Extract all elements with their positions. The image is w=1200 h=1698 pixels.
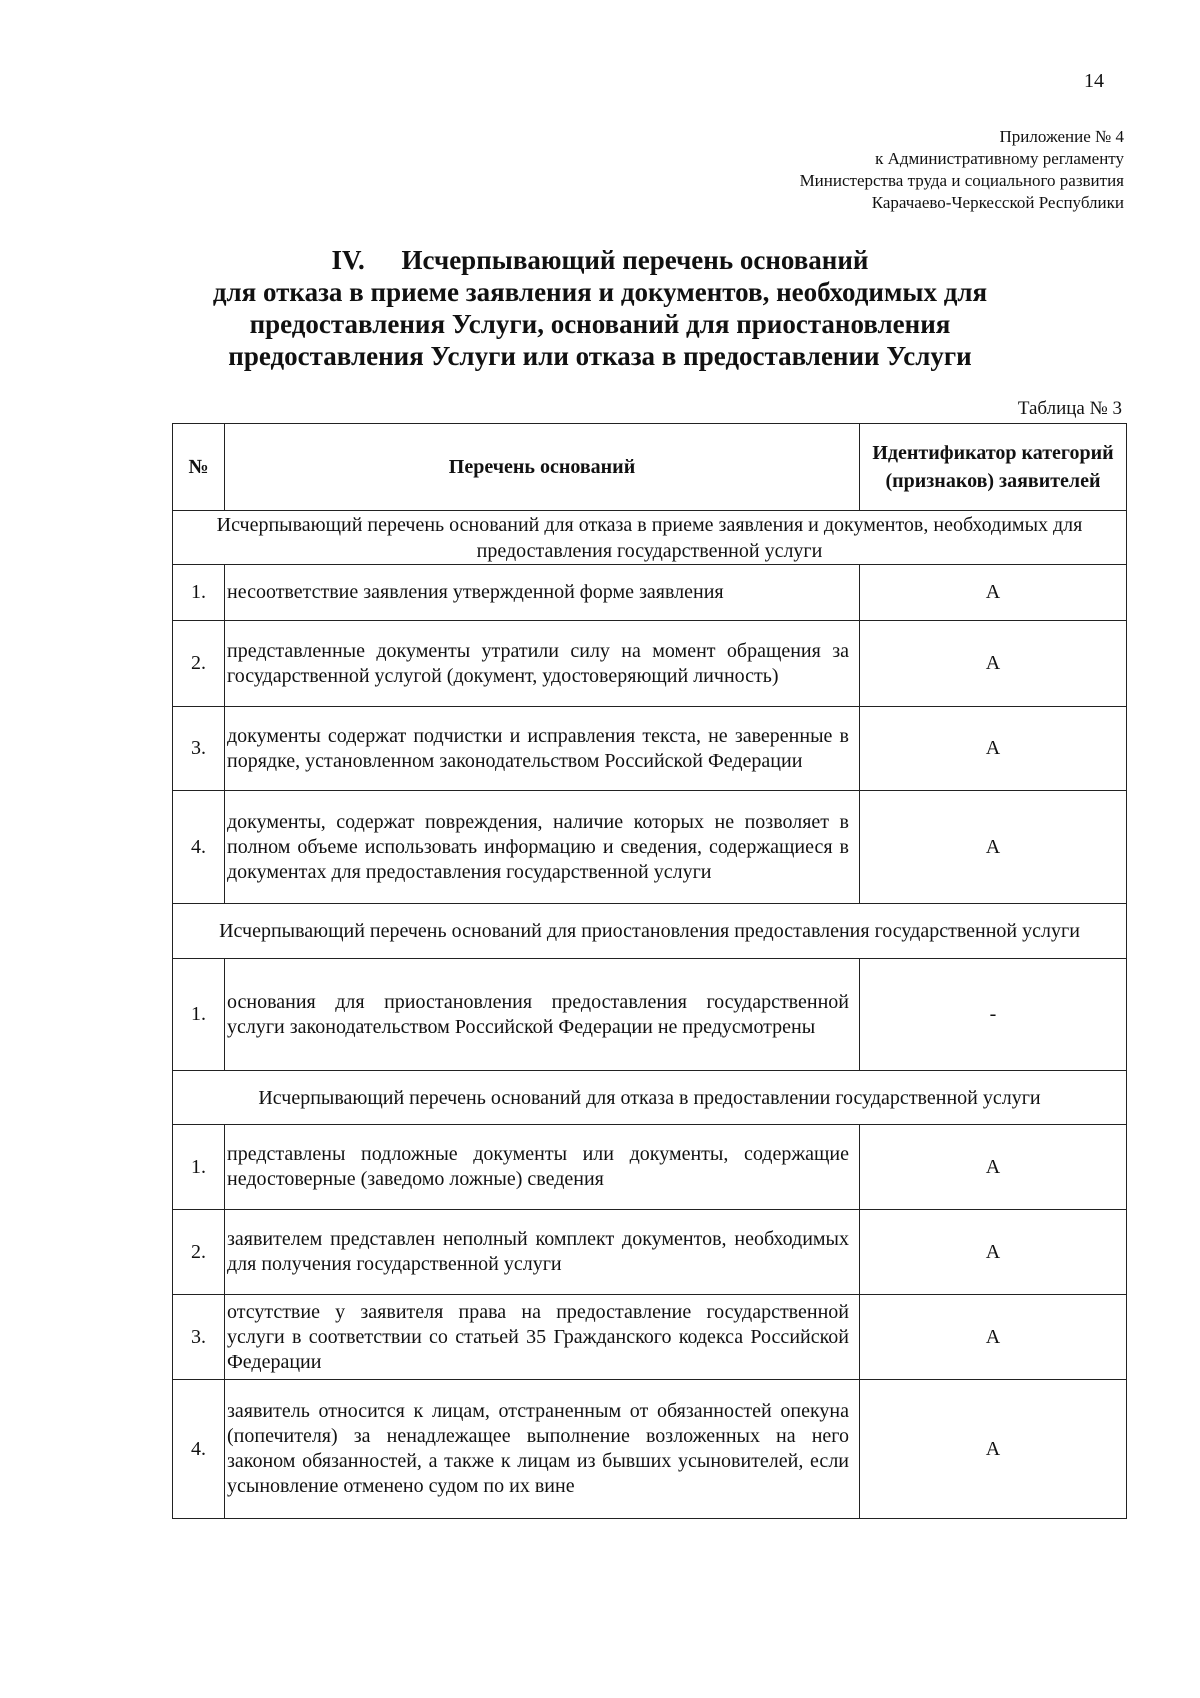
row-identifier: А	[860, 621, 1127, 707]
row-reason: заявителем представлен неполный комплект документов, необходимых для получения государственной услуги	[225, 1210, 860, 1295]
row-number: 4.	[173, 791, 225, 904]
section-row	[173, 511, 1127, 565]
row-reason: документы содержат подчистки и исправления текста, не заверенные в порядке, установленном законодательством Российской Федерации	[225, 707, 860, 791]
row-identifier: А	[860, 1125, 1127, 1210]
row-reason: документы, содержат повреждения, наличие которых не позволяет в полном объеме использовать информацию и сведения, содержащиеся в документах для предоставления государственной услуги	[225, 791, 860, 904]
row-identifier: А	[860, 791, 1127, 904]
table-label: Таблица № 3	[1017, 398, 1122, 419]
row-reason: заявитель относится к лицам, отстраненным от обязанностей опекуна (попечителя) за ненадлежащее выполнение возложенных на него законом обязанностей, а также к лицам из бывших усыновителей, если усыновление отменено судом по их вине	[225, 1380, 860, 1519]
appendix-note	[524, 126, 1124, 214]
appendix-line: к Административному регламенту	[875, 149, 1124, 168]
table-header-row	[173, 424, 1127, 511]
row-reason: отсутствие у заявителя права на предоставление государственной услуги в соответствии со статьей 35 Гражданского кодекса Российской Федерации	[225, 1295, 860, 1380]
row-number: 4.	[173, 1380, 225, 1519]
row-number: 2.	[173, 1210, 225, 1295]
row-identifier: А	[860, 1210, 1127, 1295]
table-row	[173, 1210, 1127, 1295]
table-row	[173, 1125, 1127, 1210]
row-identifier: А	[860, 565, 1127, 621]
row-reason: представленные документы утратили силу на момент обращения за государственной услугой (документ, удостоверяющий личность)	[225, 621, 860, 707]
appendix-line: Карачаево-Черкесской Республики	[871, 193, 1124, 212]
header-identifier: Идентификатор категорий (признаков) заявителей	[860, 424, 1127, 511]
appendix-line: Приложение № 4	[999, 127, 1124, 146]
document-title	[150, 244, 1050, 372]
section-title: Исчерпывающий перечень оснований для приостановления предоставления государственной услуги	[173, 904, 1127, 959]
title-line	[150, 244, 1050, 276]
row-number: 3.	[173, 1295, 225, 1380]
row-number: 1.	[173, 565, 225, 621]
table-row	[173, 1295, 1127, 1380]
row-identifier: А	[860, 707, 1127, 791]
title-text: Исчерпывающий перечень оснований	[401, 245, 869, 275]
row-identifier: -	[860, 959, 1127, 1071]
header-number: №	[173, 424, 225, 511]
row-identifier: А	[860, 1295, 1127, 1380]
title-line: для отказа в приеме заявления и документов, необходимых для	[212, 277, 988, 307]
table-row	[173, 707, 1127, 791]
table-row	[173, 621, 1127, 707]
table-row	[173, 959, 1127, 1071]
header-reasons: Перечень оснований	[225, 424, 860, 511]
row-reason: представлены подложные документы или документы, содержащие недостоверные (заведомо ложные) сведения	[225, 1125, 860, 1210]
row-number: 1.	[173, 1125, 225, 1210]
page-number: 14	[1084, 70, 1104, 92]
section-title: Исчерпывающий перечень оснований для отказа в приеме заявления и документов, необходимых для предоставления государственной услуги	[173, 511, 1127, 565]
section-row	[173, 1071, 1127, 1125]
row-number: 2.	[173, 621, 225, 707]
table-row	[173, 1380, 1127, 1519]
table-row	[173, 565, 1127, 621]
title-line: предоставления Услуги или отказа в предоставлении Услуги	[228, 341, 972, 371]
row-number: 3.	[173, 707, 225, 791]
appendix-line: Министерства труда и социального развития	[799, 171, 1124, 190]
row-identifier: А	[860, 1380, 1127, 1519]
table-row	[173, 791, 1127, 904]
section-title: Исчерпывающий перечень оснований для отказа в предоставлении государственной услуги	[173, 1071, 1127, 1125]
row-reason: основания для приостановления предоставления государственной услуги законодательством Российской Федерации не предусмотрены	[225, 959, 860, 1071]
row-number: 1.	[173, 959, 225, 1071]
section-number: IV.	[331, 245, 365, 275]
row-reason: несоответствие заявления утвержденной форме заявления	[225, 565, 860, 621]
reasons-table	[172, 423, 1127, 1519]
title-line: предоставления Услуги, оснований для приостановления	[249, 309, 951, 339]
section-row	[173, 904, 1127, 959]
